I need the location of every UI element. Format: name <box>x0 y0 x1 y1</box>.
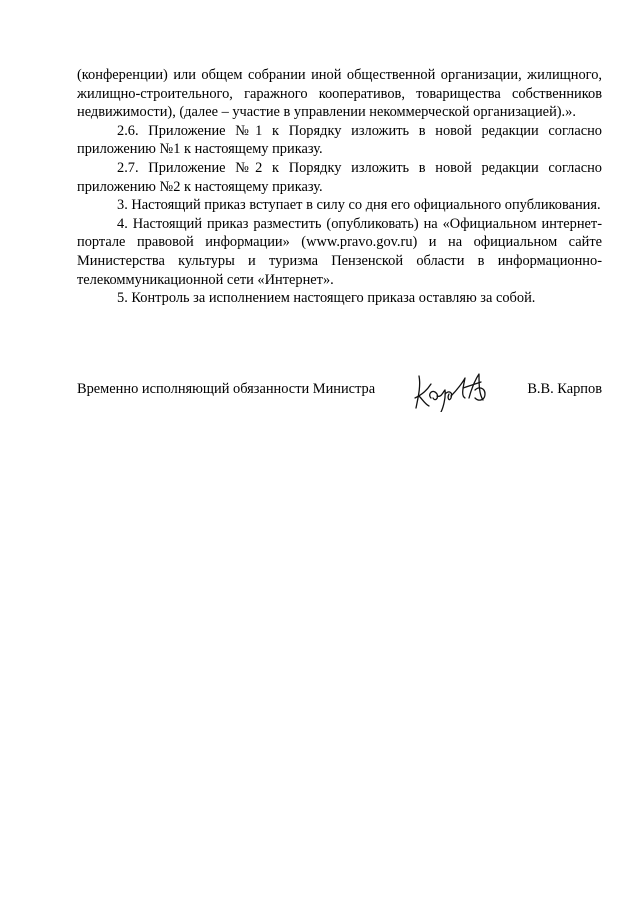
handwritten-signature <box>413 368 499 412</box>
signatory-name: В.В. Карпов <box>527 381 602 397</box>
paragraph-4: 4. Настоящий приказ разместить (опубликовать) на «Официальном интернет-портале правовой информации» (www.pravo.gov.ru) и на официальном сайте Министерства культуры и туризма Пензенской области в информационно-телекоммуникационной сети «Интернет». <box>77 215 602 288</box>
paragraph-3: 3. Настоящий приказ вступает в силу со дня его официального опубликования. <box>117 197 601 214</box>
signature-block <box>77 368 602 416</box>
paragraph-2-6: 2.6. Приложение №1 к Порядку изложить в новой редакции согласно приложению №1 к настоящему приказу. <box>77 122 602 158</box>
paragraph-2-7: 2.7. Приложение №2 к Порядку изложить в новой редакции согласно приложению №2 к настоящему приказу. <box>77 159 602 195</box>
signatory-title: Временно исполняющий обязанности Министра <box>77 381 376 397</box>
paragraph-5: 5. Контроль за исполнением настоящего приказа оставляю за собой. <box>117 290 536 307</box>
document-body <box>77 66 602 308</box>
paragraph-continuation: (конференции) или общем собрании иной общественной организации, жилищного, жилищно-строительного, гаражного кооперативов, товарищества собственников недвижимости), (далее – участие в управлении некоммерческой организацией).». <box>77 67 602 121</box>
